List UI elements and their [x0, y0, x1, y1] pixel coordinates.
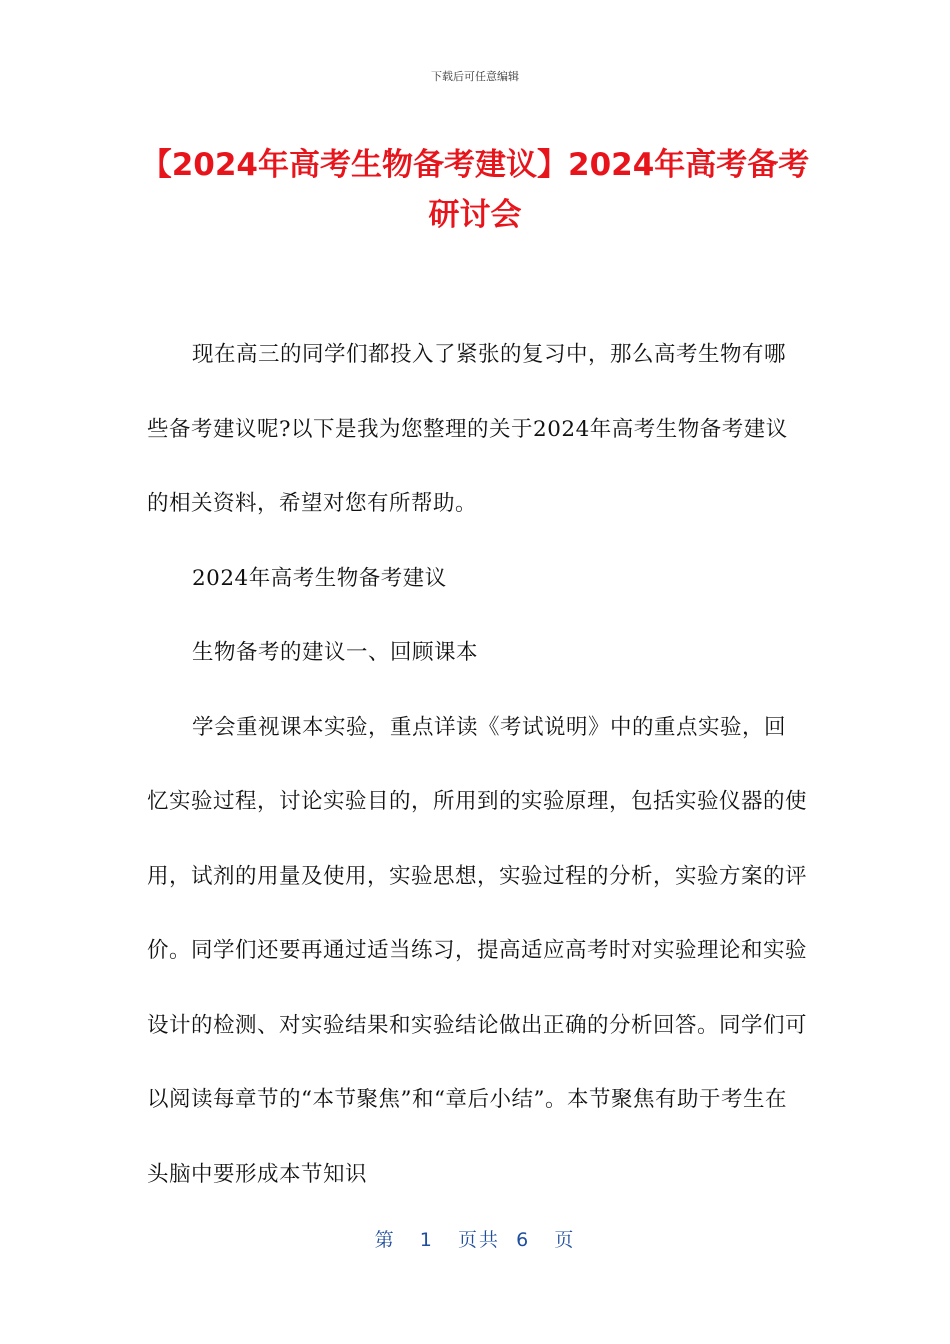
footer-suffix: 页 — [554, 1229, 576, 1251]
paragraph-heading: 2024年高考生物备考建议 — [192, 565, 447, 591]
footer-prefix: 第 — [374, 1229, 396, 1251]
page-footer — [0, 1225, 950, 1252]
paragraph-subheading: 生物备考的建议一、回顾课本 — [192, 640, 479, 665]
header-note: 下载后可任意编辑 — [431, 70, 519, 83]
footer-current-page: 1 — [419, 1229, 434, 1251]
paragraph-content: 学会重视课本实验，重点详读《考试说明》中的重点实验，回忆实验过程，讨论实验目的，所用到的实验原理，包括实验仪器的使用，试剂的用量及使用，实验思想，实验过程的分析，实验方案的评价。同学们还要再通过适当练习，提高适应高考时对实验理论和实验设计的检测、对实验结果和实验结论做出正确的分析回答。同学们可以阅读每章节的“本节聚焦”和“章后小结”。本节聚焦有助于考生在头脑中要形成本节知识 — [147, 714, 808, 1187]
document-title: 【2024年高考生物备考建议】2024年高考备考研讨会 — [140, 147, 810, 233]
paragraph-intro: 现在高三的同学们都投入了紧张的复习中，那么高考生物有哪些备考建议呢?以下是我为您整理的关于2024年高考生物备考建议的相关资料，希望对您有所帮助。 — [147, 342, 788, 516]
document-body — [147, 318, 807, 1212]
footer-total-pages: 6 — [516, 1229, 531, 1251]
footer-mid: 页共 — [458, 1229, 501, 1251]
